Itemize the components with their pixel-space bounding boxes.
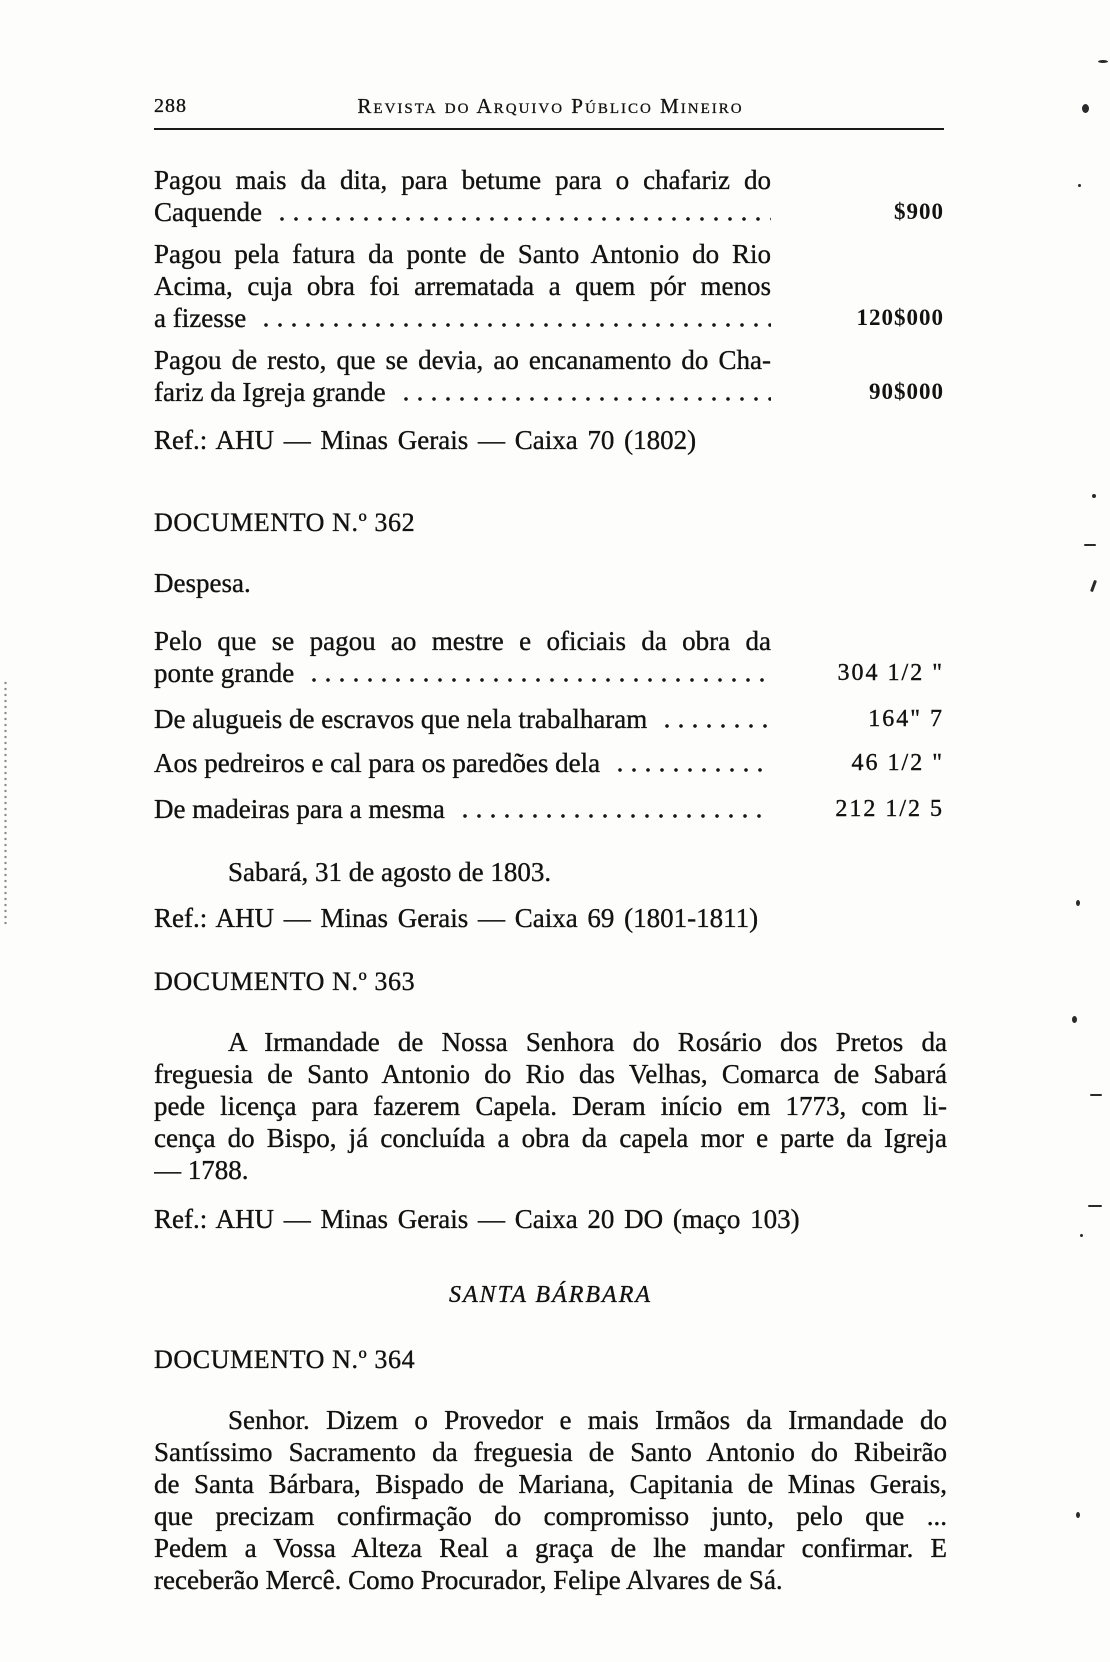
- document-heading: DOCUMENTO N.º 363: [154, 967, 416, 996]
- section-title: SANTA BÁRBARA: [448, 1282, 653, 1308]
- scan-speck: [1090, 1094, 1102, 1096]
- reference-block: [154, 424, 947, 456]
- body-line: cença do Bispo, já concluída a obra da capela mor e parte da Igreja: [154, 1123, 947, 1153]
- entry-amount: 90$000: [869, 379, 944, 404]
- entry-amount: 120$000: [856, 305, 944, 330]
- body-line: que precizam confirmação do compromisso junto, pelo que ...: [154, 1501, 947, 1531]
- entry-amount: 304 1/2 ": [837, 660, 944, 686]
- entry-description: [154, 657, 771, 689]
- dot-leader: [258, 302, 771, 334]
- scan-speck: [1090, 580, 1097, 592]
- dot-leader: [398, 376, 771, 408]
- entry-amount: 212 1/2 5: [835, 796, 944, 822]
- entry-amount: $900: [894, 199, 944, 224]
- entry-description: [154, 793, 771, 825]
- entry-last-line: [154, 703, 944, 735]
- entry-description: [154, 196, 771, 228]
- document-heading-block: [154, 507, 947, 539]
- section-title-block: [154, 1279, 947, 1311]
- body-line: receberão Mercê. Como Procurador, Felipe Alvares de Sá.: [154, 1565, 783, 1595]
- entry-text-line: Pagou de resto, que se devia, ao encanamento do Cha-: [154, 345, 771, 375]
- entry-last-line: [154, 302, 944, 334]
- dot-leader: [306, 657, 771, 689]
- entry-last-line: [154, 747, 944, 779]
- page-number: 288: [154, 95, 187, 117]
- entry-text-line: De madeiras para a mesma: [154, 794, 445, 824]
- entry-text-line: a fizesse: [154, 303, 247, 333]
- entry-last-line: [154, 657, 944, 689]
- scan-speck: [1076, 1512, 1080, 1518]
- entry-text-line: Caquende: [154, 197, 262, 227]
- dot-leader: [274, 196, 771, 228]
- entry-description: [154, 703, 771, 735]
- scan-speck: [1092, 494, 1096, 498]
- entry-text-line: Aos pedreiros e cal para os paredões dela: [154, 748, 601, 778]
- ledger-entry: [154, 625, 947, 689]
- document-body: [154, 1026, 947, 1186]
- scan-speck: [1088, 1205, 1102, 1207]
- archive-reference: Ref.: AHU — Minas Gerais — Caixa 69 (1801-1811): [154, 903, 759, 933]
- entry-description: [154, 376, 771, 408]
- entry-description: [154, 302, 771, 334]
- scan-speck: [1084, 544, 1096, 546]
- entry-description: [154, 747, 771, 779]
- document-heading: DOCUMENTO N.º 362: [154, 508, 416, 537]
- place-date-block: [154, 856, 947, 888]
- dot-leader: [659, 703, 771, 735]
- ledger-entry: [154, 164, 947, 228]
- body-line: A Irmandade de Nossa Senhora do Rosário dos Pretos da: [228, 1027, 947, 1057]
- ledger-entry: [154, 747, 947, 779]
- ledger-entry: [154, 703, 947, 735]
- entry-last-line: [154, 196, 944, 228]
- body-line: de Santa Bárbara, Bispado de Mariana, Capitania de Minas Gerais,: [154, 1469, 947, 1499]
- entry-text-line: fariz da Igreja grande: [154, 377, 386, 407]
- dot-leader: [612, 747, 771, 779]
- body-line: pede licença para fazerem Capela. Deram início em 1773, com li-: [154, 1091, 947, 1121]
- entry-amount: 164" 7: [868, 706, 944, 732]
- document-heading-block: [154, 1344, 947, 1376]
- entry-amount: 46 1/2 ": [851, 750, 944, 776]
- entry-text-line: Pagou pela fatura da ponte de Santo Antonio do Rio: [154, 239, 771, 269]
- ledger-entry: [154, 344, 947, 408]
- entry-last-line: [154, 376, 944, 408]
- entry-last-line: [154, 793, 944, 825]
- archive-reference: Ref.: AHU — Minas Gerais — Caixa 20 DO (maço 103): [154, 1204, 800, 1234]
- body-line: Santíssimo Sacramento da freguesia de Santo Antonio do Ribeirão: [154, 1437, 947, 1467]
- document-heading-block: [154, 966, 947, 998]
- running-title: Revista do Arquivo Público Mineiro: [357, 94, 744, 118]
- scan-speck: [1098, 60, 1108, 63]
- entry-text-line: Pagou mais da dita, para betume para o chafariz do: [154, 165, 771, 195]
- dot-leader: [457, 793, 771, 825]
- place-and-date: Sabará, 31 de agosto de 1803.: [228, 857, 552, 887]
- document-heading: DOCUMENTO N.º 364: [154, 1345, 416, 1374]
- reference-block: [154, 902, 947, 934]
- entry-text-line: Acima, cuja obra foi arrematada a quem pór menos: [154, 271, 771, 301]
- running-header: [154, 92, 947, 120]
- scan-speck: [1072, 1016, 1077, 1023]
- body-line: Senhor. Dizem o Provedor e mais Irmãos da Irmandade do: [228, 1405, 947, 1435]
- entry-text-line: De alugueis de escravos que nela trabalharam: [154, 704, 648, 734]
- body-line: freguesia de Santo Antonio do Rio das Velhas, Comarca de Sabará: [154, 1059, 947, 1089]
- subheading-block: [154, 567, 947, 599]
- document-subheading: Despesa.: [154, 568, 251, 598]
- archive-reference: Ref.: AHU — Minas Gerais — Caixa 70 (1802): [154, 425, 697, 455]
- body-line: Pedem a Vossa Alteza Real a graça de lhe mandar confirmar. E: [154, 1533, 947, 1563]
- header-rule: [154, 128, 944, 130]
- scan-edge-dots: [4, 680, 7, 925]
- ledger-entry: [154, 238, 947, 334]
- entry-text-line: Pelo que se pagou ao mestre e oficiais da obra da: [154, 626, 771, 656]
- scan-speck: [1076, 900, 1080, 906]
- document-body: [154, 1404, 947, 1596]
- reference-block: [154, 1203, 947, 1235]
- scan-speck: [1082, 104, 1089, 113]
- scan-speck: [1080, 1234, 1083, 1237]
- ledger-entry: [154, 793, 947, 825]
- scan-speck: [1078, 184, 1081, 187]
- entry-text-line: ponte grande: [154, 658, 295, 688]
- body-line: — 1788.: [154, 1155, 249, 1185]
